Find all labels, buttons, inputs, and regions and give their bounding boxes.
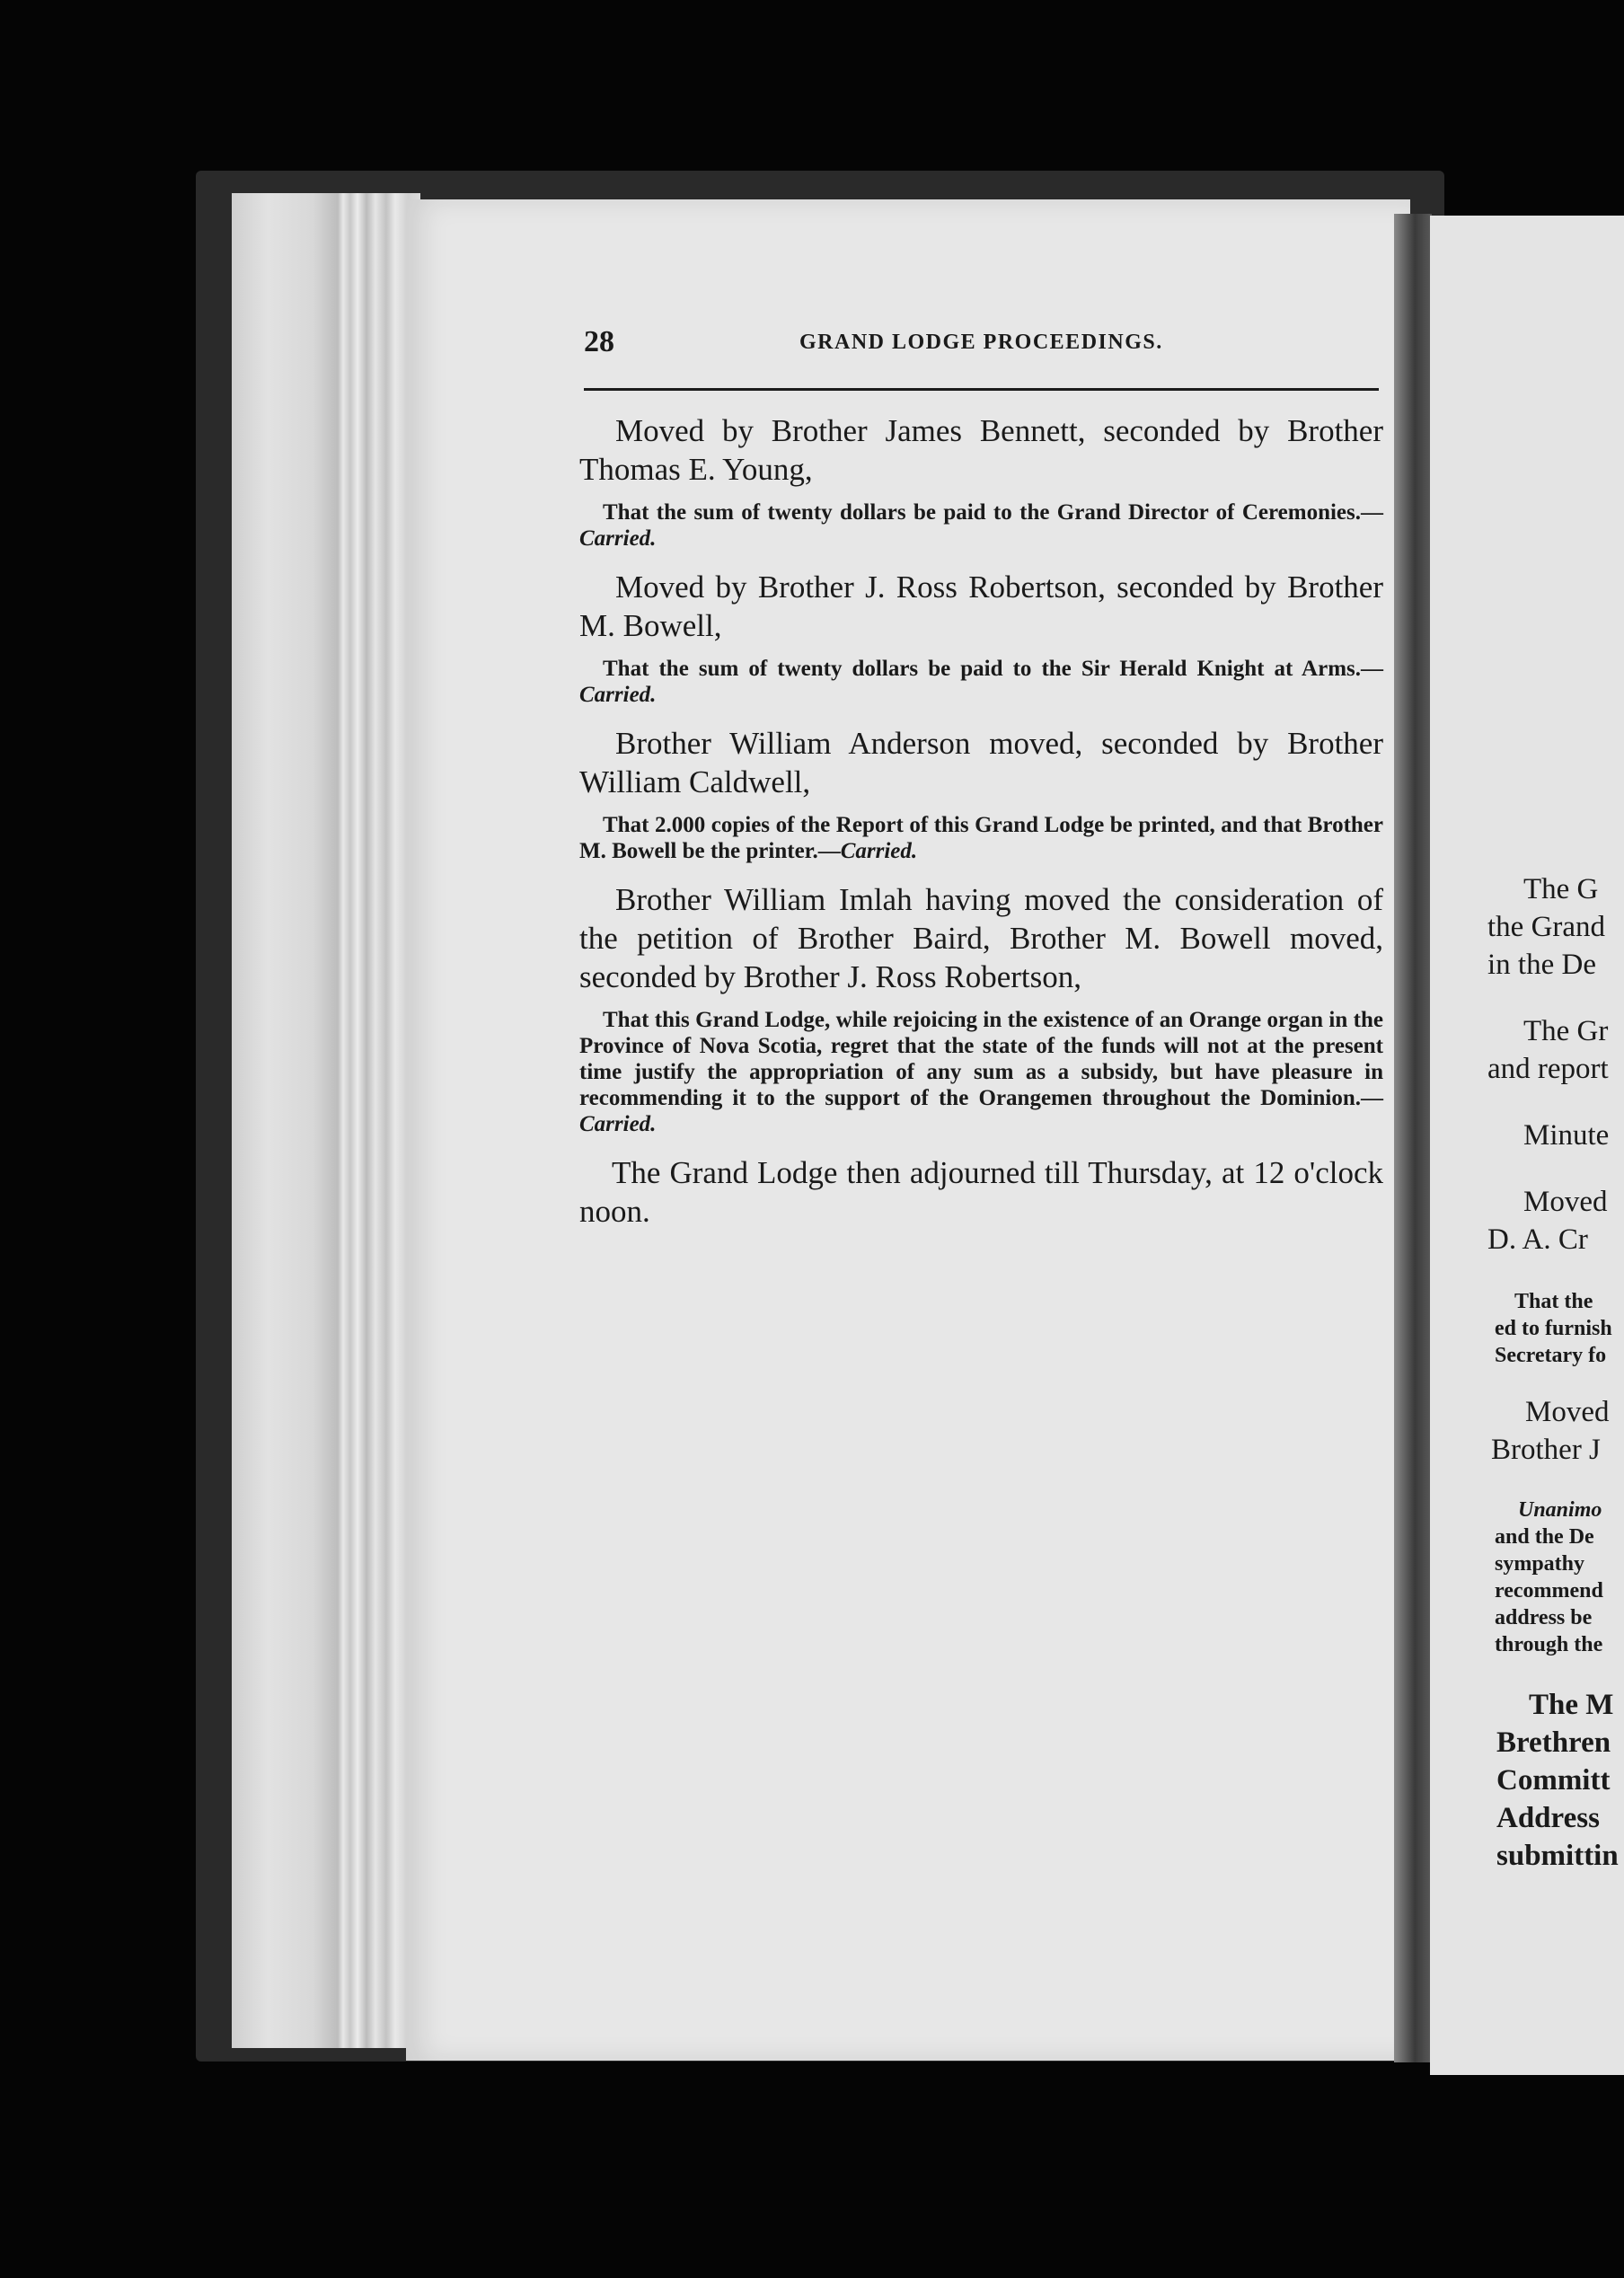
motion-text: Moved by Brother James Bennett, seconded by Brother Thomas E. Young, — [579, 413, 1383, 487]
facing-line: Committ — [1496, 1764, 1611, 1797]
facing-line: Brother J — [1491, 1434, 1601, 1466]
entry — [579, 724, 1383, 864]
facing-line: Unanimo — [1518, 1498, 1602, 1522]
facing-line: Minute — [1523, 1119, 1610, 1152]
facing-line: The M — [1529, 1689, 1614, 1721]
facing-line: the Grand — [1487, 911, 1606, 943]
facing-line: in the De — [1487, 949, 1596, 981]
facing-line: submittin — [1496, 1840, 1619, 1872]
resolution-text: That 2.000 copies of the Report of this Grand Lodge be printed, and that Brother M. Bowell be the printer.—Carried. — [579, 813, 1383, 863]
facing-line: recommend — [1495, 1579, 1603, 1603]
facing-line: Moved — [1523, 1186, 1608, 1218]
facing-line: and the De — [1495, 1525, 1594, 1549]
page-body — [579, 411, 1383, 1231]
adjournment-text: The Grand Lodge then adjourned till Thursday, at 12 o'clock noon. — [579, 1155, 1383, 1229]
resolution-text: That the sum of twenty dollars be paid to the Grand Director of Ceremonies.—Carried. — [579, 500, 1383, 551]
verdict: Carried. — [579, 683, 657, 707]
facing-line: sympathy — [1495, 1552, 1585, 1576]
gutter-shadow — [1394, 214, 1432, 2062]
facing-line: through the — [1495, 1633, 1603, 1656]
entry — [579, 880, 1383, 1137]
resolution-text: That this Grand Lodge, while rejoicing in the existence of an Orange organ in the Province of Nova Scotia, regret that the state of the funds will not at the present time justify the appropriation of any sum as a subsidy, but have pleasure in recommending it to the support of the Orangemen throughout the Dominion.—Carried. — [579, 1008, 1383, 1136]
page-edges — [232, 193, 420, 2048]
motion-text: Brother William Anderson moved, seconded by Brother William Caldwell, — [579, 726, 1383, 799]
motion-text: Brother William Imlah having moved the consideration of the petition of Brother Baird, Brother M. Bowell moved, seconded by Brother J. Ross Robertson, — [579, 882, 1383, 994]
motion-text: Moved by Brother J. Ross Robertson, seconded by Brother M. Bowell, — [579, 570, 1383, 643]
resolution-text: That the sum of twenty dollars be paid to the Sir Herald Knight at Arms.—Carried. — [579, 657, 1383, 707]
facing-line: Moved — [1525, 1396, 1610, 1428]
facing-line: ed to furnish — [1495, 1317, 1612, 1340]
facing-line: D. A. Cr — [1487, 1223, 1588, 1256]
page-number: 28 — [584, 325, 614, 358]
facing-line: Brethren — [1496, 1726, 1611, 1759]
verdict: Carried. — [579, 1112, 657, 1136]
facing-line: and report — [1487, 1053, 1609, 1085]
verdict: Carried. — [579, 526, 657, 551]
facing-page — [1430, 216, 1624, 2075]
header-rule — [584, 388, 1379, 391]
running-head: GRAND LODGE PROCEEDINGS. — [799, 331, 1163, 354]
facing-line: That the — [1514, 1290, 1593, 1313]
facing-line: address be — [1495, 1606, 1593, 1629]
facing-line: Secretary fo — [1495, 1344, 1607, 1367]
page-header — [584, 325, 1374, 361]
facing-line: Address — [1496, 1802, 1600, 1834]
entry — [579, 411, 1383, 552]
entry — [579, 568, 1383, 708]
verdict: Carried. — [840, 839, 918, 863]
facing-line: The Gr — [1523, 1015, 1609, 1047]
facing-line: The G — [1523, 873, 1599, 905]
